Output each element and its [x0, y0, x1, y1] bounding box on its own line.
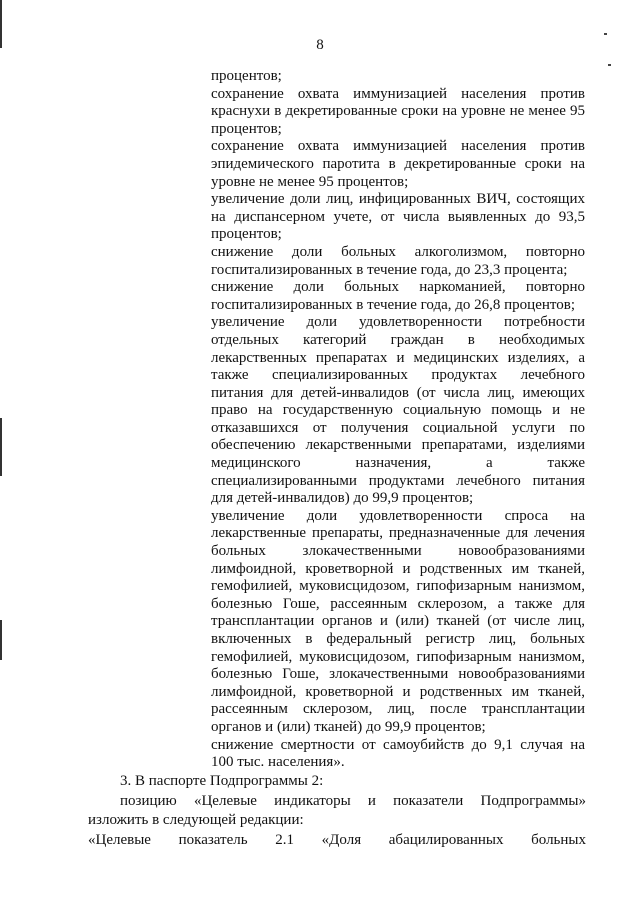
scan-edge-mark	[0, 620, 2, 660]
text-line: увеличение доли удовлетворенности спроса на	[211, 507, 585, 524]
text-line: включенных в федеральный регистр лиц, больных	[211, 631, 585, 647]
text-line: питания для детей-инвалидов (от числа лиц, имеющих	[211, 384, 585, 401]
list-item	[211, 86, 585, 139]
text-line: лимфоидной, кроветворной и родственных им тканей,	[211, 560, 585, 577]
text-line: увеличение доли лиц, инфицированных ВИЧ, состоящих	[211, 191, 585, 208]
list-item	[211, 191, 585, 244]
text-line: лимфоидной, кроветворной и родственных им тканей,	[211, 683, 585, 700]
text-line: лекарственные препараты, предназначенные для лечения	[211, 525, 585, 542]
text-line: гемофилией, муковисцидозом, гипофизарным нанизмом,	[211, 578, 585, 595]
text-line: снижение доли больных наркоманией, повторно	[211, 279, 585, 296]
text-line: госпитализированных в течение года, до 23,3 процента;	[211, 261, 568, 278]
text-line: органов и (или) тканей) до 99,9 процентов;	[211, 718, 486, 735]
text-line: отдельных категорий граждан в необходимых	[211, 331, 585, 348]
list-item	[211, 68, 585, 86]
section-line: позицию «Целевые индикаторы и показатели Подпрограммы»	[120, 792, 586, 809]
text-line: специализированными продуктами лечебного питания	[211, 472, 585, 489]
text-line: также специализированных продуктах лечебного	[211, 367, 585, 384]
page-number: 8	[316, 37, 324, 53]
text-line: рассеянным склерозом, лиц, после трансплантации	[211, 701, 585, 718]
text-line: трансплантации органов и (или) тканей (от числе лиц,	[211, 613, 585, 630]
text-line: гемофилией, муковисцидозом, гипофизарным нанизмом,	[211, 648, 585, 665]
text-line: эпидемического паротита в декретированные сроки на	[211, 155, 585, 172]
indicator-list	[211, 68, 585, 772]
text-line: лекарственных препаратах и медицинских изделиях, а	[211, 349, 585, 366]
text-line: обеспечению лекарственными препаратами, изделиями	[211, 437, 585, 454]
text-line: медицинского назначения, а также	[211, 455, 585, 472]
text-line: на диспансерном учете, от числа выявленных до 93,5	[211, 208, 585, 225]
text-line: сохранение охвата иммунизацией населения против	[211, 138, 585, 155]
text-line: больных злокачественными новообразованиями	[211, 543, 585, 560]
list-item	[211, 314, 585, 508]
text-line: болезнью Гоше, злокачественными новообразованиями	[211, 666, 585, 683]
list-item	[211, 138, 585, 191]
text-line: сохранение охвата иммунизацией населения против	[211, 85, 585, 102]
list-item	[211, 737, 585, 772]
list-item	[211, 279, 585, 314]
text-line: процентов;	[211, 68, 282, 84]
list-item	[211, 244, 585, 279]
text-line: увеличение доли удовлетворенности потребности	[211, 314, 585, 331]
text-line: госпитализированных в течение года, до 26,8 процентов;	[211, 296, 575, 313]
text-line: процентов;	[211, 120, 282, 137]
section-line: изложить в следующей редакции:	[88, 812, 304, 828]
section-heading: 3. В паспорте Подпрограммы 2:	[120, 773, 324, 789]
text-line: 100 тыс. населения».	[211, 754, 345, 771]
section-block	[88, 772, 586, 850]
text-line: процентов;	[211, 226, 282, 243]
scan-edge-mark	[0, 418, 2, 476]
text-line: уровне не менее 95 процентов;	[211, 173, 409, 190]
text-line: болезнью Гоше, рассеянным склерозом, а также для	[211, 595, 585, 612]
text-line: для детей-инвалидов) до 99,9 процентов;	[211, 490, 474, 507]
text-line: право на государственную социальную помощь и не	[211, 402, 585, 419]
list-item	[211, 508, 585, 737]
text-line: снижение смертности от самоубийств до 9,1 случая на	[211, 736, 585, 753]
section-line: «Целевые показатель 2.1 «Доля абацилированных больных	[88, 831, 586, 848]
text-line: снижение доли больных алкоголизмом, повторно	[211, 243, 585, 260]
scan-speck	[608, 64, 611, 66]
text-line: краснухи в декретированные сроки на уровне не менее 95	[211, 103, 585, 120]
text-line: отказавшихся от получения социальной услуги по	[211, 419, 585, 436]
scan-speck	[604, 33, 607, 35]
